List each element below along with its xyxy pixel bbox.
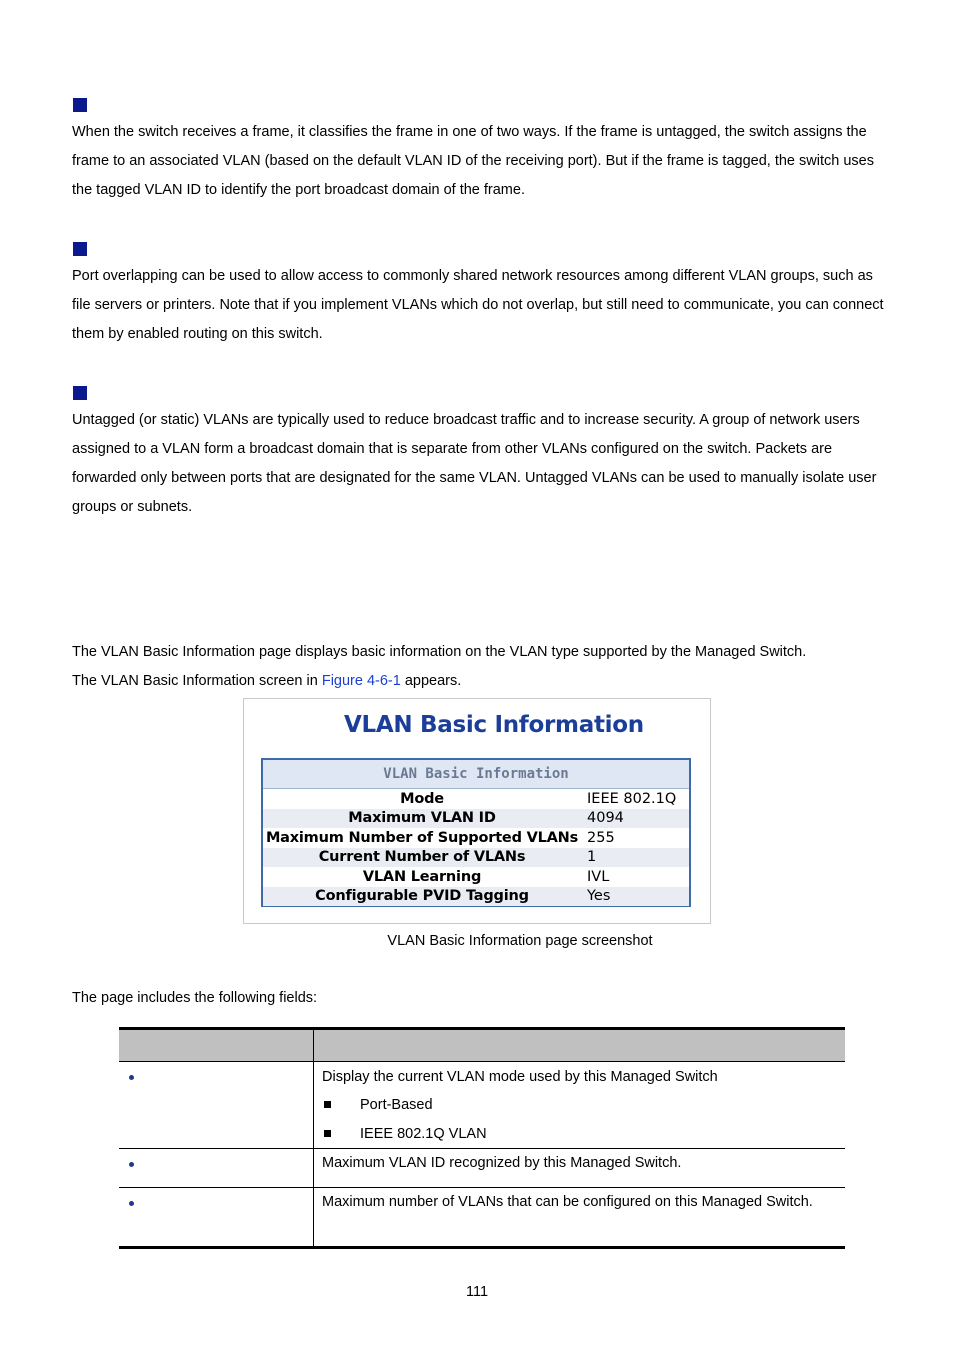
bullet-icon [129, 1201, 134, 1206]
table-row-divider [119, 1148, 845, 1149]
table-column-divider [313, 1030, 314, 1246]
section-marker-icon [73, 386, 87, 400]
table-row-divider [119, 1061, 845, 1062]
row-key: Current Number of VLANs [318, 849, 526, 866]
description-line: The VLAN Basic Information page displays basic information on the VLAN type supported by the Managed Switch. [72, 644, 807, 660]
figure-row-current-vlans [263, 848, 689, 868]
paragraph-frame-classification: When the switch receives a frame, it classifies the frame in one of two ways. If the frame is untagged, the switch assigns the frame to an associated VLAN (based on the default VLAN ID of the receiving port). But if the frame is tagged, the switch uses the tagged VLAN ID to identify the port broadcast domain of the frame. [72, 124, 874, 198]
screen-reference-line [72, 672, 461, 690]
square-bullet-icon [324, 1130, 331, 1137]
row-value: 255 [587, 829, 615, 846]
row-key: Mode [400, 790, 444, 807]
figure-row-pvid-tagging [263, 887, 689, 907]
row-value: Yes [587, 888, 611, 905]
table-bottom-border [119, 1246, 845, 1249]
square-bullet-icon [324, 1101, 331, 1108]
option-ieee-8021q: IEEE 802.1Q VLAN [360, 1126, 487, 1142]
vlan-basic-info-screenshot [243, 698, 711, 924]
fields-intro: The page includes the following fields: [72, 990, 318, 1006]
table-row-divider [119, 1187, 845, 1188]
row-key: Maximum VLAN ID [348, 810, 496, 827]
table-header-row [119, 1030, 845, 1061]
table-row-description: Maximum number of VLANs that can be configured on this Managed Switch. [322, 1194, 813, 1210]
table-row-description: Display the current VLAN mode used by this Managed Switch [322, 1069, 718, 1085]
bullet-icon [129, 1075, 134, 1080]
screen-line-after: appears. [400, 673, 462, 689]
screen-line-before: The VLAN Basic Information screen in [72, 673, 322, 689]
figure-link[interactable]: Figure 4-6-1 [321, 673, 401, 689]
figure-row-mode [263, 789, 689, 809]
paragraph-port-overlapping: Port overlapping can be used to allow access to commonly shared network resources among different VLAN groups, such as file servers or printers. Note that if you implement VLANs which do not overlap, but still need to communicate, you can connect them by enabled routing on this switch. [72, 268, 884, 342]
figure-caption: VLAN Basic Information page screenshot [387, 933, 653, 949]
fields-table [119, 1027, 845, 1249]
figure-info-table [261, 758, 691, 907]
row-value: IVL [587, 868, 610, 885]
figure-row-vlan-learning [263, 867, 689, 887]
figure-table-header: VLAN Basic Information [263, 760, 689, 789]
option-port-based: Port-Based [360, 1097, 433, 1113]
row-key: Maximum Number of Supported VLANs [265, 829, 579, 846]
row-key: Configurable PVID Tagging [315, 888, 529, 905]
page-number: 111 [465, 1284, 489, 1300]
paragraph-untagged-vlans: Untagged (or static) VLANs are typically used to reduce broadcast traffic and to increase security. A group of network users assigned to a VLAN form a broadcast domain that is separate from other VLANs configured on the switch. Packets are forwarded only between ports that are designated for the same VLAN. Untagged VLANs can be used to manually isolate user groups or subnets. [72, 412, 877, 515]
section-marker-icon [73, 98, 87, 112]
row-value: 4094 [587, 810, 624, 827]
row-value: 1 [587, 849, 597, 866]
section-marker-icon [73, 242, 87, 256]
figure-title: VLAN Basic Information [344, 712, 644, 738]
figure-row-max-vlan-id [263, 809, 689, 829]
figure-row-max-supported-vlans [263, 828, 689, 848]
bullet-icon [129, 1162, 134, 1167]
row-value: IEEE 802.1Q [587, 790, 677, 807]
row-key: VLAN Learning [362, 868, 482, 885]
table-row-description: Maximum VLAN ID recognized by this Managed Switch. [322, 1155, 682, 1171]
